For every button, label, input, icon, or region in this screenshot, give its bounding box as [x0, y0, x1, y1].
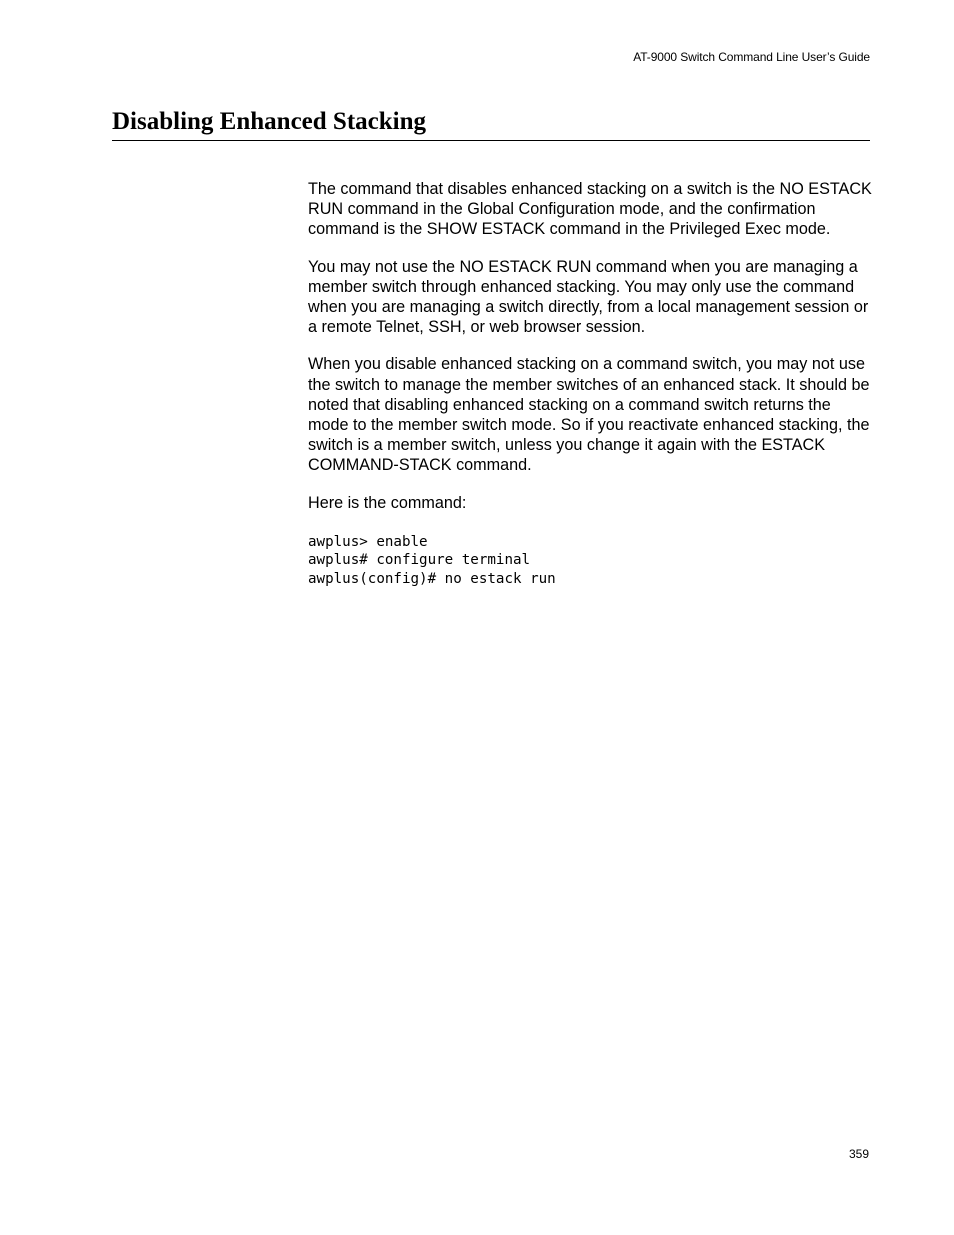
paragraph-disable-command: The command that disables enhanced stacking on a switch is the NO ESTACK RUN command in the Global Configuration mode, and the confirmation command is the SHOW ESTACK command in the Privileged Exec mode. [308, 180, 872, 239]
running-header: AT-9000 Switch Command Line User’s Guide [633, 50, 870, 64]
code-line: awplus> enable [308, 533, 428, 550]
code-line: awplus(config)# no estack run [308, 570, 556, 587]
title-rule [112, 140, 870, 141]
page-number: 359 [848, 1147, 869, 1161]
body-column [308, 179, 872, 588]
paragraph-disable-effect: When you disable enhanced stacking on a command switch, you may not use the switch to manage the member switches of an enhanced stack. It should be noted that disabling enhanced stacking on a command switch returns the mode to the member switch mode. So if you reactivate enhanced stacking, the switch is a member switch, unless you change it again with the ESTACK COMMAND-STACK command. [308, 355, 870, 475]
paragraph-command-intro: Here is the command: [308, 493, 467, 512]
code-example [308, 533, 872, 588]
code-line: awplus# configure terminal [308, 552, 531, 569]
section-title: Disabling Enhanced Stacking [112, 108, 426, 135]
paragraph-usage-restriction: You may not use the NO ESTACK RUN command when you are managing a member switch through enhanced stacking. You may only use the command when you are managing a switch directly, from a local management session or a remote Telnet, SSH, or web browser session. [308, 257, 869, 337]
